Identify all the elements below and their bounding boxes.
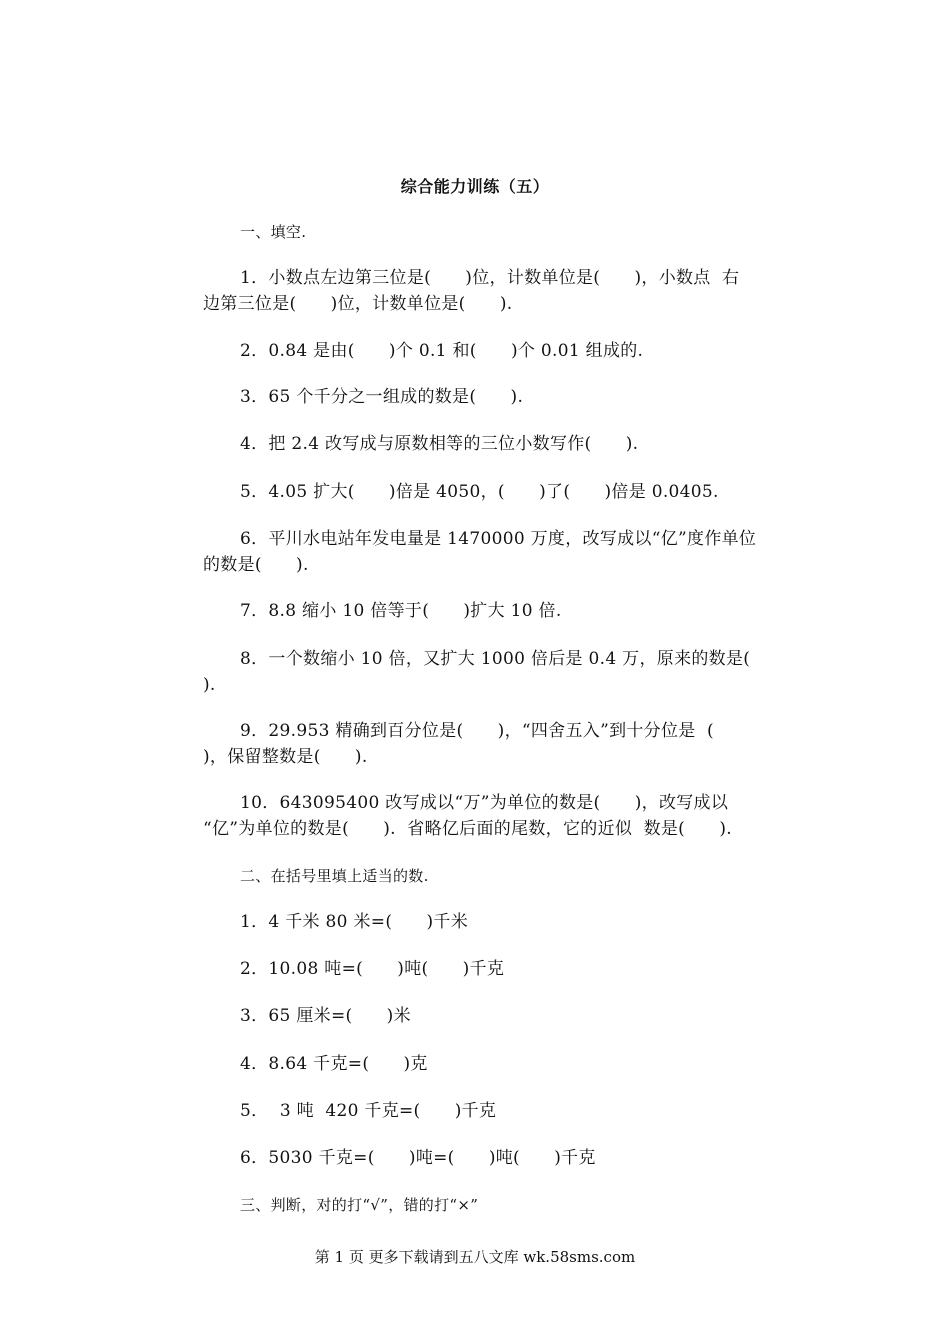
question-1-8-line-1: 8．一个数缩小 10 倍，又扩大 1000 倍后是 0.4 万，原来的数是( xyxy=(240,649,751,669)
question-1-3: 3．65 个千分之一组成的数是( ). xyxy=(240,387,524,407)
question-1-1-line-2: 边第三位是( )位，计数单位是( ). xyxy=(203,294,513,314)
section-1-heading: 一、填空. xyxy=(240,223,307,241)
question-2-5: 5． 3 吨 420 千克=( )千克 xyxy=(240,1101,497,1121)
section-3-heading: 三、判断，对的打“√”，错的打“×” xyxy=(240,1196,479,1214)
question-2-4: 4．8.64 千克=( )克 xyxy=(240,1054,428,1074)
question-1-10-line-1: 10．643095400 改写成以“万”为单位的数是( )，改写成以 xyxy=(240,793,729,813)
question-2-3: 3．65 厘米=( )米 xyxy=(240,1006,411,1026)
page-footer: 第 1 页 更多下载请到五八文库 wk.58sms.com xyxy=(314,1248,636,1266)
question-1-6-line-1: 6．平川水电站年发电量是 1470000 万度，改写成以“亿”度作单位 xyxy=(240,529,757,549)
question-1-8-line-2: ). xyxy=(203,675,216,695)
question-1-4: 4．把 2.4 改写成与原数相等的三位小数写作( ). xyxy=(240,434,639,454)
section-2-heading: 二、在括号里填上适当的数. xyxy=(240,867,429,885)
question-2-1: 1．4 千米 80 米=( )千米 xyxy=(240,912,469,932)
question-1-9-line-1: 9．29.953 精确到百分位是( )，“四舍五入”到十分位是 ( xyxy=(240,721,714,741)
question-2-6: 6．5030 千克=( )吨=( )吨( )千克 xyxy=(240,1148,596,1168)
question-1-5: 5．4.05 扩大( )倍是 4050，( )了( )倍是 0.0405. xyxy=(240,482,719,502)
question-1-1-line-1: 1．小数点左边第三位是( )位，计数单位是( )，小数点 右 xyxy=(240,268,740,288)
question-1-2: 2．0.84 是由( )个 0.1 和( )个 0.01 组成的. xyxy=(240,341,644,361)
question-2-2: 2．10.08 吨=( )吨( )千克 xyxy=(240,959,505,979)
page-title: 综合能力训练（五） xyxy=(400,177,550,196)
question-1-10-line-2: “亿”为单位的数是( ). 省略亿后面的尾数，它的近似 数是( ). xyxy=(203,819,732,839)
question-1-6-line-2: 的数是( ). xyxy=(203,555,309,575)
question-1-9-line-2: )，保留整数是( ). xyxy=(203,747,368,767)
question-1-7: 7．8.8 缩小 10 倍等于( )扩大 10 倍. xyxy=(240,601,562,621)
